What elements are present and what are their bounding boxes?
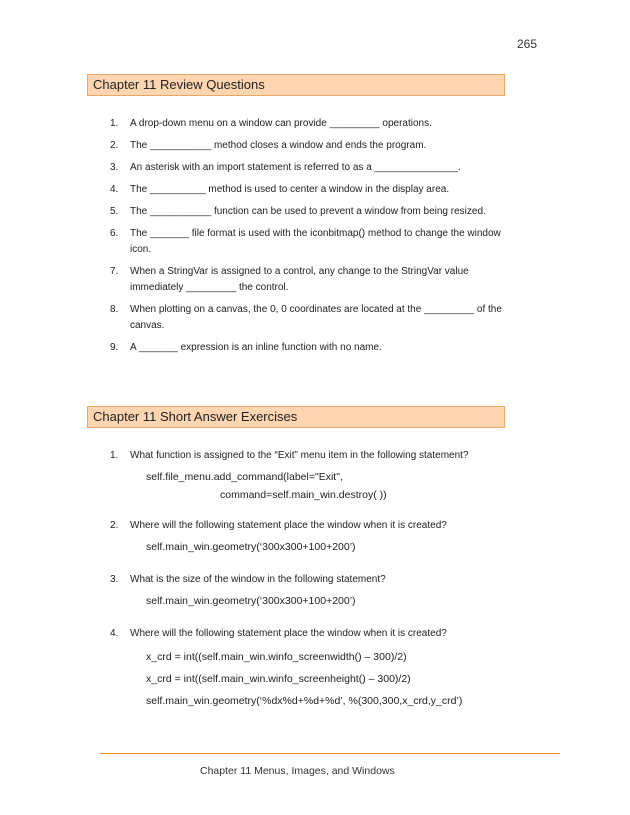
item-number: 6. [110,228,119,239]
page-footer: Chapter 11 Menus, Images, and Windows [200,765,395,777]
item-number: 3. [110,574,119,585]
exercise-text: Where will the following statement place the window when it is created? [130,520,447,531]
item-number: 7. [110,266,119,277]
code-line: self.main_win.geometry(‘%dx%d+%d+%d’, %(300,300,x_crd,y_crd’) [146,695,463,707]
question-text: When a StringVar is assigned to a control, any change to the StringVar value immediately _________ the control. [130,266,469,293]
question-text: The __________ method is used to center a window in the display area. [130,184,450,195]
review-questions-header: Chapter 11 Review Questions [87,74,505,96]
list-item [110,264,505,296]
question-text: An asterisk with an import statement is referred to as a _______________. [130,162,461,173]
list-item [110,518,505,534]
list-item [110,116,505,132]
exercise-text: What function is assigned to the “Exit” menu item in the following statement? [130,450,469,461]
question-text: A _______ expression is an inline function with no name. [130,342,382,353]
question-text: A drop-down menu on a window can provide _________ operations. [130,118,432,129]
item-number: 8. [110,304,119,315]
question-text: The ___________ method closes a window and ends the program. [130,140,427,151]
list-item [110,182,505,198]
code-line: self.main_win.geometry(‘300x300+100+200’) [146,541,356,553]
item-number: 3. [110,162,119,173]
list-item [110,626,505,642]
item-number: 4. [110,184,119,195]
item-number: 2. [110,140,119,151]
list-item [110,448,505,464]
exercise-text: Where will the following statement place the window when it is created? [130,628,447,639]
item-number: 5. [110,206,119,217]
code-line: self.file_menu.add_command(label="Exit", [146,471,343,483]
code-line: command=self.main_win.destroy( )) [220,489,387,501]
list-item [110,572,505,588]
list-item [110,160,505,176]
short-answer-header: Chapter 11 Short Answer Exercises [87,406,505,428]
list-item [110,226,505,258]
question-text: The ___________ function can be used to prevent a window from being resized. [130,206,486,217]
short-answer-list [110,448,505,712]
item-number: 1. [110,118,119,129]
code-line: x_crd = int((self.main_win.winfo_screenheight() – 300)/2) [146,673,411,685]
item-number: 2. [110,520,119,531]
item-number: 1. [110,450,119,461]
code-line: x_crd = int((self.main_win.winfo_screenwidth() – 300)/2) [146,651,407,663]
page-number: 265 [516,37,537,51]
footer-rule [100,753,560,754]
question-text: The _______ file format is used with the iconbitmap() method to change the window icon. [130,228,501,255]
list-item [110,340,505,356]
question-text: When plotting on a canvas, the 0, 0 coordinates are located at the _________ of the canvas. [130,304,502,331]
code-line: self.main_win.geometry(‘300x300+100+200’) [146,595,356,607]
list-item [110,138,505,154]
item-number: 4. [110,628,119,639]
exercise-text: What is the size of the window in the following statement? [130,574,386,585]
item-number: 9. [110,342,119,353]
review-questions-list [110,116,505,362]
list-item [110,302,505,334]
list-item [110,204,505,220]
